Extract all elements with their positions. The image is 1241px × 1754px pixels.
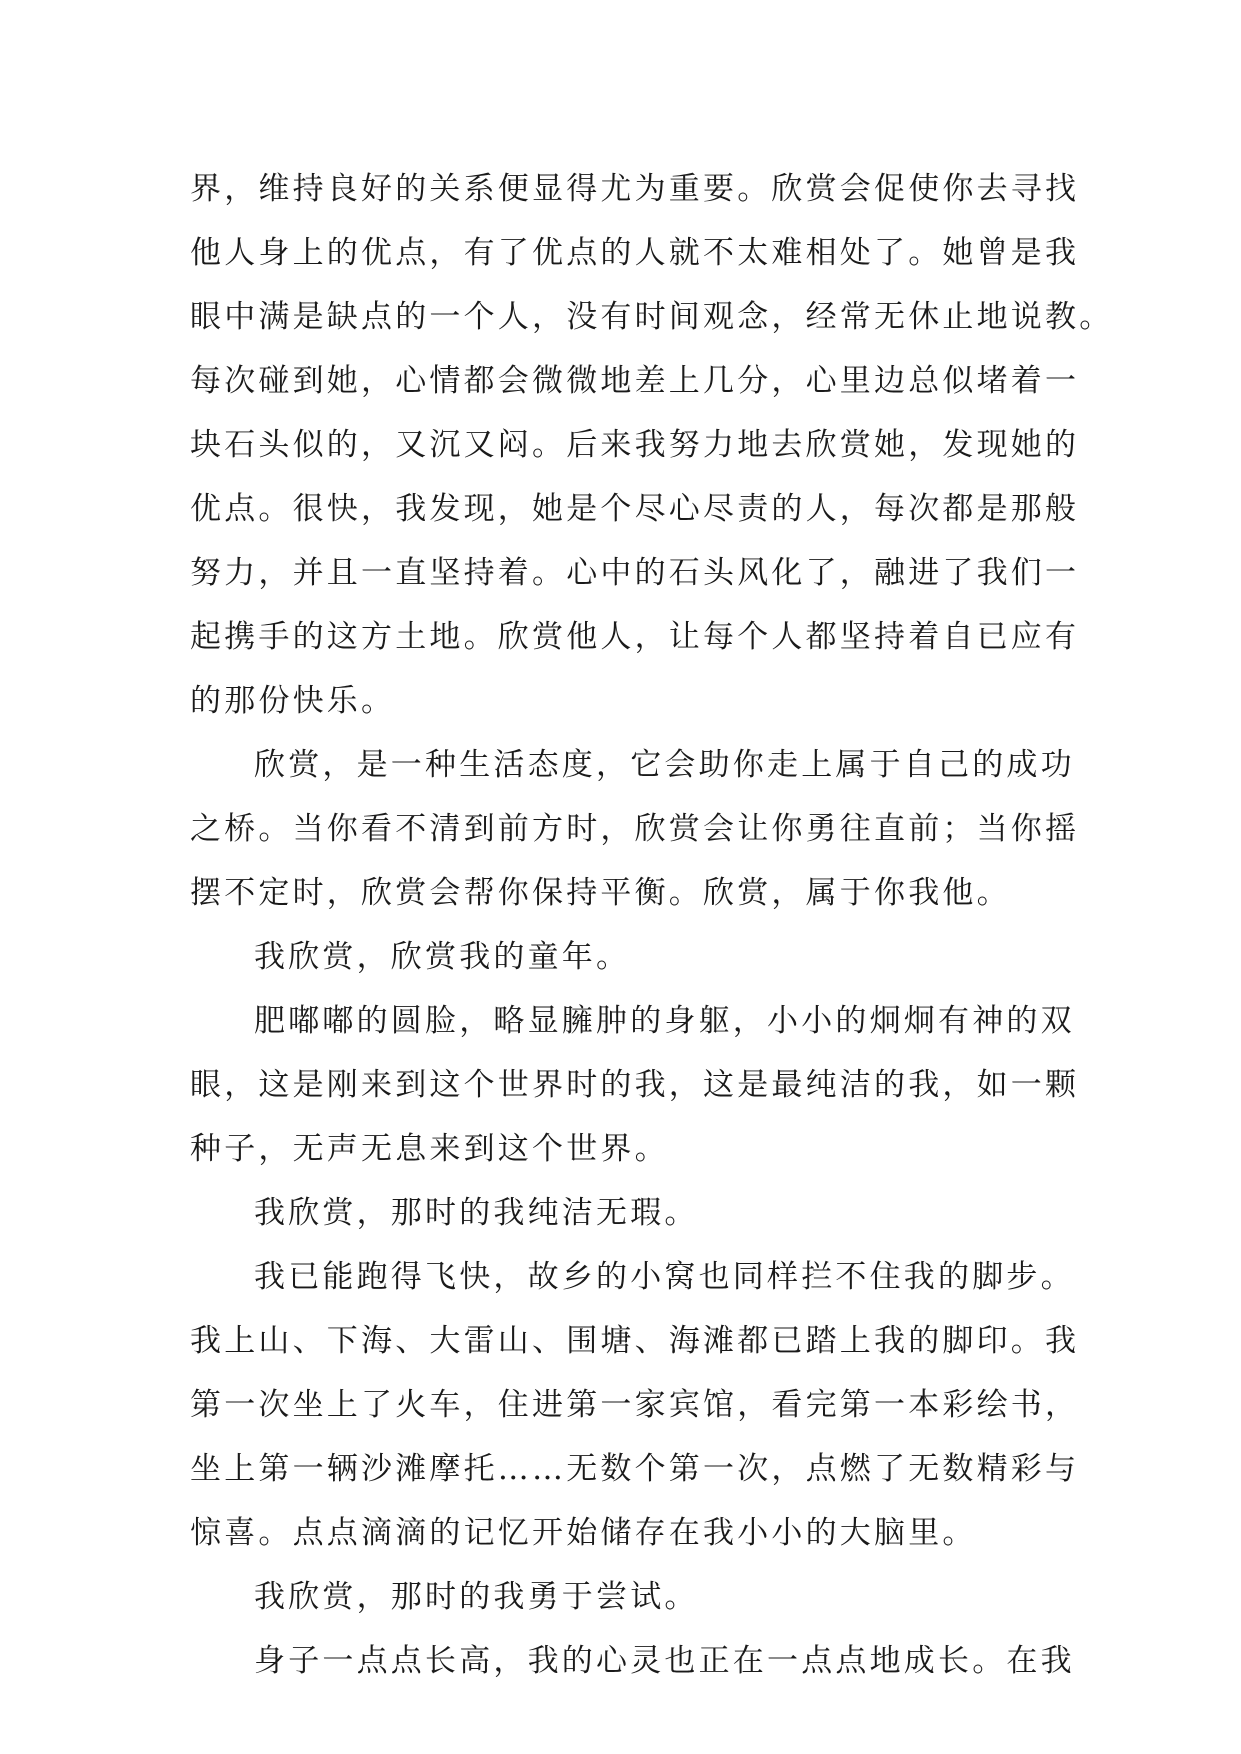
text-line: 他人身上的优点，有了优点的人就不太难相处了。她曾是我	[190, 235, 1080, 271]
paragraph-start-line: 身子一点点长高，我的心灵也正在一点点地成长。在我	[254, 1643, 1075, 1679]
text-line: 我上山、下海、大雷山、围塘、海滩都已踏上我的脚印。我	[190, 1323, 1080, 1359]
text-line: 之桥。当你看不清到前方时，欣赏会让你勇往直前；当你摇	[190, 811, 1080, 847]
text-line: 眼中满是缺点的一个人，没有时间观念，经常无休止地说教。	[190, 299, 1114, 335]
text-line: 第一次坐上了火车，住进第一家宾馆，看完第一本彩绘书，	[190, 1387, 1080, 1423]
text-line: 优点。很快，我发现，她是个尽心尽责的人，每次都是那般	[190, 491, 1080, 527]
text-line: 的那份快乐。	[190, 683, 396, 719]
paragraph-start-line: 我已能跑得飞快，故乡的小窝也同样拦不住我的脚步。	[254, 1259, 1075, 1295]
paragraph-start-line: 欣赏，是一种生活态度，它会助你走上属于自己的成功	[254, 747, 1075, 783]
text-line: 界，维持良好的关系便显得尤为重要。欣赏会促使你去寻找	[190, 171, 1080, 207]
text-line: 努力，并且一直坚持着。心中的石头风化了，融进了我们一	[190, 555, 1080, 591]
text-line: 起携手的这方土地。欣赏他人，让每个人都坚持着自已应有	[190, 619, 1080, 655]
paragraph-start-line: 我欣赏，欣赏我的童年。	[254, 939, 631, 975]
paragraph-start-line: 我欣赏，那时的我勇于尝试。	[254, 1579, 699, 1615]
text-line: 每次碰到她，心情都会微微地差上几分，心里边总似堵着一	[190, 363, 1080, 399]
text-line: 眼，这是刚来到这个世界时的我，这是最纯洁的我，如一颗	[190, 1067, 1080, 1103]
text-line: 种子，无声无息来到这个世界。	[190, 1131, 669, 1167]
text-line: 摆不定时，欣赏会帮你保持平衡。欣赏，属于你我他。	[190, 875, 1011, 911]
paragraph-start-line: 肥嘟嘟的圆脸，略显臃肿的身躯，小小的炯炯有神的双	[254, 1003, 1075, 1039]
paragraph-start-line: 我欣赏，那时的我纯洁无瑕。	[254, 1195, 699, 1231]
text-line: 坐上第一辆沙滩摩托……无数个第一次，点燃了无数精彩与	[190, 1451, 1080, 1487]
text-line: 块石头似的，又沉又闷。后来我努力地去欣赏她，发现她的	[190, 427, 1080, 463]
body-text	[190, 157, 1114, 1693]
text-line: 惊喜。点点滴滴的记忆开始储存在我小小的大脑里。	[190, 1515, 977, 1551]
